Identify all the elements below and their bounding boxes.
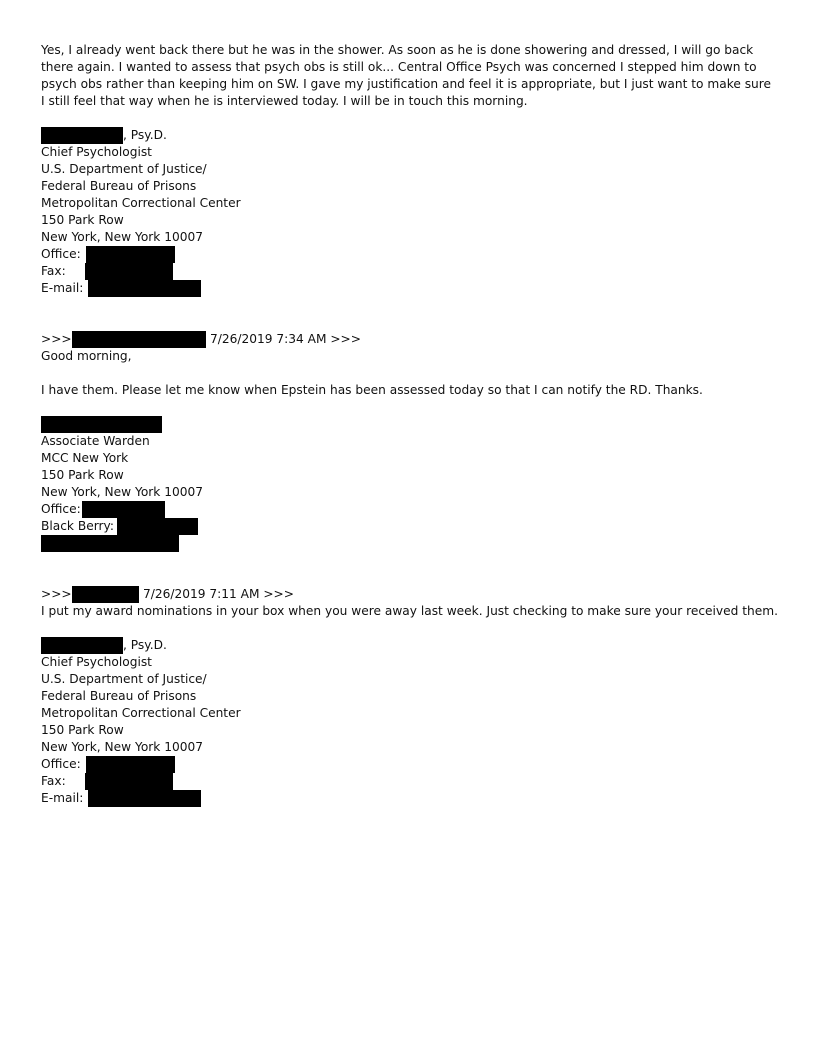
email1-sig-title: Chief Psychologist xyxy=(41,145,152,159)
email1-sig-facility: Metropolitan Correctional Center xyxy=(41,196,241,210)
email2-sig-extra-line xyxy=(41,535,771,552)
email3-header-prefix: >>> xyxy=(41,587,72,601)
email2-header xyxy=(41,331,771,348)
office-label: Office: xyxy=(41,757,81,771)
email2-sig-address2: New York, New York 10007 xyxy=(41,485,204,499)
email3-sig-fax-line xyxy=(41,773,771,790)
redaction-box xyxy=(85,263,173,280)
redaction-box xyxy=(72,586,139,603)
email3-body: I put my award nominations in your box when you were away last week. Just checking to make sure your received them. xyxy=(41,604,779,618)
redaction-box xyxy=(41,127,123,144)
redaction-box xyxy=(88,280,201,297)
email-label: E-mail: xyxy=(41,281,84,295)
redaction-box xyxy=(41,416,162,433)
email1-sig-name-suffix: , Psy.D. xyxy=(123,128,167,142)
blackberry-label: Black Berry: xyxy=(41,519,114,533)
fax-label: Fax: xyxy=(41,264,66,278)
email2-sig-address1: 150 Park Row xyxy=(41,468,124,482)
redaction-box xyxy=(41,535,179,552)
redaction-box xyxy=(85,773,173,790)
email2-header-prefix: >>> xyxy=(41,332,72,346)
email3-header-date: 7/26/2019 7:11 AM >>> xyxy=(143,587,294,601)
email-document xyxy=(41,42,779,807)
email3-header xyxy=(41,586,771,603)
email-label: E-mail: xyxy=(41,791,84,805)
redaction-box xyxy=(41,637,123,654)
email1-body: Yes, I already went back there but he was in the shower. As soon as he is done showering and dressed, I will go back there again. I wanted to assess that psych obs is still ok... Central Office Psych was concerned I stepped him down to psych obs rather than keeping him on SW. I gave my justification and feel it is appropriate, but I just want to make sure I still feel that way when he is interviewed today. I will be in touch this morning. xyxy=(41,43,772,108)
email3-sig-name-line xyxy=(41,637,771,654)
email1-sig-address2: New York, New York 10007 xyxy=(41,230,204,244)
email1-sig-office-line xyxy=(41,246,771,263)
email1-sig-name-line xyxy=(41,127,771,144)
redaction-box xyxy=(117,518,198,535)
email3-sig-name-suffix: , Psy.D. xyxy=(123,638,167,652)
redaction-box xyxy=(86,756,175,773)
email2-sig-org: MCC New York xyxy=(41,451,129,465)
email2-greeting: Good morning, xyxy=(41,349,132,363)
email3-sig-email-line xyxy=(41,790,771,807)
email1-sig-org2: Federal Bureau of Prisons xyxy=(41,179,197,193)
redaction-box xyxy=(88,790,201,807)
email2-header-date: 7/26/2019 7:34 AM >>> xyxy=(210,332,361,346)
redaction-box xyxy=(86,246,175,263)
office-label: Office: xyxy=(41,502,81,516)
redaction-box xyxy=(72,331,206,348)
email2-sig-blackberry-line xyxy=(41,518,771,535)
email2-body: I have them. Please let me know when Epstein has been assessed today so that I can notify the RD. Thanks. xyxy=(41,383,703,397)
email1-sig-fax-line xyxy=(41,263,771,280)
email3-sig-facility: Metropolitan Correctional Center xyxy=(41,706,241,720)
fax-label: Fax: xyxy=(41,774,66,788)
email1-sig-email-line xyxy=(41,280,771,297)
email2-sig-name-line xyxy=(41,416,771,433)
email3-sig-org1: U.S. Department of Justice/ xyxy=(41,672,207,686)
email2-sig-office-line xyxy=(41,501,771,518)
email3-sig-org2: Federal Bureau of Prisons xyxy=(41,689,197,703)
email3-sig-address1: 150 Park Row xyxy=(41,723,124,737)
email3-sig-address2: New York, New York 10007 xyxy=(41,740,204,754)
redaction-box xyxy=(82,501,165,518)
office-label: Office: xyxy=(41,247,81,261)
email3-sig-title: Chief Psychologist xyxy=(41,655,152,669)
email1-sig-org1: U.S. Department of Justice/ xyxy=(41,162,207,176)
email1-sig-address1: 150 Park Row xyxy=(41,213,124,227)
email3-sig-office-line xyxy=(41,756,771,773)
email2-sig-title: Associate Warden xyxy=(41,434,150,448)
